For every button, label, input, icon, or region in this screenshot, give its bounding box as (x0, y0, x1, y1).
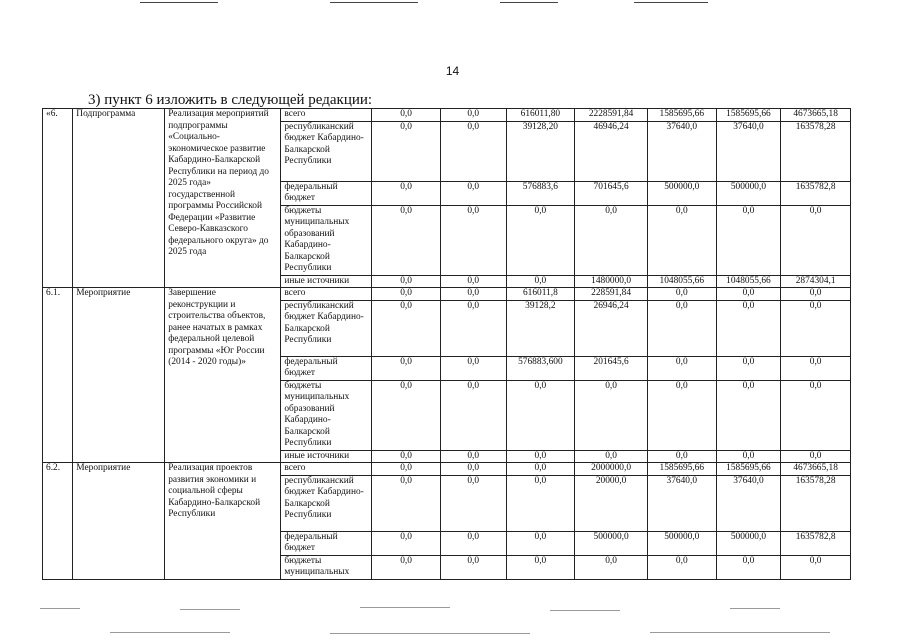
amount-cell: 0,0 (575, 380, 648, 450)
funding-source-cell: федеральный бюджет (281, 356, 372, 380)
amount-cell: 163578,28 (781, 475, 851, 531)
amount-cell: 0,0 (372, 356, 441, 380)
amount-cell: 37640,0 (716, 475, 781, 531)
amount-cell: 0,0 (372, 300, 441, 356)
funding-source-cell: бюджеты муниципальных (281, 555, 372, 579)
amount-cell: 1048055,66 (716, 275, 781, 288)
amount-cell: 500000,0 (647, 181, 716, 205)
amount-cell: 228591,84 (575, 288, 648, 301)
amount-cell: 0,0 (781, 450, 851, 463)
amount-cell: 4673665,18 (781, 463, 851, 476)
amount-cell: 37640,0 (716, 121, 781, 181)
amount-cell: 0,0 (647, 356, 716, 380)
row-number-cell: 6.1. (43, 288, 73, 463)
amount-cell: 0,0 (506, 475, 575, 531)
funding-source-cell: бюджеты муниципальных образований Кабардино-Балкарской Республики (281, 380, 372, 450)
amount-cell: 0,0 (372, 463, 441, 476)
amount-cell: 0,0 (372, 475, 441, 531)
amount-cell: 0,0 (372, 181, 441, 205)
amount-cell: 0,0 (372, 450, 441, 463)
amount-cell: 0,0 (372, 109, 441, 122)
top-rule-2 (330, 2, 418, 3)
amount-cell: 1585695,66 (647, 109, 716, 122)
amount-cell: 37640,0 (647, 475, 716, 531)
funding-source-cell: всего (281, 109, 372, 122)
top-rule-4 (634, 2, 708, 3)
amount-cell: 0,0 (647, 288, 716, 301)
budget-table (42, 108, 851, 580)
amount-cell: 26946,24 (575, 300, 648, 356)
amount-cell: 0,0 (647, 555, 716, 579)
funding-source-cell: федеральный бюджет (281, 181, 372, 205)
amount-cell: 0,0 (781, 205, 851, 275)
amount-cell: 0,0 (647, 205, 716, 275)
amount-cell: 0,0 (716, 380, 781, 450)
amount-cell: 163578,28 (781, 121, 851, 181)
amount-cell: 0,0 (372, 121, 441, 181)
amount-cell: 0,0 (647, 380, 716, 450)
amount-cell: 500000,0 (716, 531, 781, 555)
amount-cell: 2874304,1 (781, 275, 851, 288)
measure-name-cell: Реализация мероприятий подпрограммы «Социально-экономическое развитие Кабардино-Балкарской Республики на период до 2025 года» государственной программы Российской Федерации «Развитие Северо-Кавказского федерального округа» до 2025 года (165, 109, 281, 288)
row-number-cell: 6.2. (43, 463, 73, 580)
amount-cell: 0,0 (506, 275, 575, 288)
amount-cell: 0,0 (440, 121, 506, 181)
funding-source-cell: республиканский бюджет Кабардино-Балкарской Республики (281, 121, 372, 181)
amount-cell: 1635782,8 (781, 181, 851, 205)
amount-cell: 0,0 (372, 275, 441, 288)
top-rule-3 (500, 2, 558, 3)
amount-cell: 201645,6 (575, 356, 648, 380)
scan-noise (30, 606, 890, 636)
amount-cell: 576883,600 (506, 356, 575, 380)
amount-cell: 0,0 (716, 205, 781, 275)
amount-cell: 0,0 (575, 450, 648, 463)
amount-cell: 0,0 (440, 275, 506, 288)
amount-cell: 37640,0 (647, 121, 716, 181)
amount-cell: 0,0 (781, 356, 851, 380)
amount-cell: 0,0 (781, 380, 851, 450)
amount-cell: 0,0 (440, 288, 506, 301)
amount-cell: 0,0 (647, 300, 716, 356)
amount-cell: 0,0 (440, 181, 506, 205)
table-row (43, 109, 851, 122)
amount-cell: 2228591,84 (575, 109, 648, 122)
measure-name-cell: Завершение реконструкции и строительства объектов, ранее начатых в рамках федеральной целевой программы «Юг России (2014 - 2020 годы)» (165, 288, 281, 463)
row-type-cell: Подпрограмма (73, 109, 165, 288)
amount-cell: 0,0 (716, 450, 781, 463)
top-rule-1 (140, 2, 218, 3)
amount-cell: 0,0 (440, 109, 506, 122)
row-type-cell: Мероприятие (73, 288, 165, 463)
table-row (43, 288, 851, 301)
amount-cell: 0,0 (506, 380, 575, 450)
amount-cell: 0,0 (716, 356, 781, 380)
table-row (43, 463, 851, 476)
amount-cell: 1480000,0 (575, 275, 648, 288)
amount-cell: 0,0 (781, 555, 851, 579)
amount-cell: 4673665,18 (781, 109, 851, 122)
amount-cell: 0,0 (716, 288, 781, 301)
amount-cell: 0,0 (647, 450, 716, 463)
amount-cell: 576883,6 (506, 181, 575, 205)
amount-cell: 616011,8 (506, 288, 575, 301)
funding-source-cell: всего (281, 463, 372, 476)
amount-cell: 0,0 (372, 555, 441, 579)
amount-cell: 39128,2 (506, 300, 575, 356)
amount-cell: 0,0 (781, 288, 851, 301)
amount-cell: 500000,0 (716, 181, 781, 205)
amount-cell: 0,0 (506, 555, 575, 579)
amount-cell: 0,0 (506, 205, 575, 275)
funding-source-cell: федеральный бюджет (281, 531, 372, 555)
amendment-heading: 3) пункт 6 изложить в следующей редакции: (88, 92, 373, 108)
measure-name-cell: Реализация проектов развития экономики и социальной сферы Кабардино-Балкарской Республики (165, 463, 281, 580)
amount-cell: 500000,0 (575, 531, 648, 555)
page-number: 14 (445, 64, 460, 78)
amount-cell: 701645,6 (575, 181, 648, 205)
funding-source-cell: бюджеты муниципальных образований Кабардино-Балкарской Республики (281, 205, 372, 275)
amount-cell: 0,0 (372, 531, 441, 555)
amount-cell: 0,0 (372, 288, 441, 301)
amount-cell: 1585695,66 (716, 109, 781, 122)
amount-cell: 0,0 (440, 380, 506, 450)
amount-cell: 0,0 (440, 463, 506, 476)
amount-cell: 1635782,8 (781, 531, 851, 555)
amount-cell: 0,0 (716, 555, 781, 579)
funding-source-cell: иные источники (281, 450, 372, 463)
amount-cell: 0,0 (440, 300, 506, 356)
amount-cell: 616011,80 (506, 109, 575, 122)
funding-source-cell: всего (281, 288, 372, 301)
amount-cell: 0,0 (440, 475, 506, 531)
amount-cell: 0,0 (781, 300, 851, 356)
funding-source-cell: республиканский бюджет Кабардино-Балкарской Республики (281, 475, 372, 531)
amount-cell: 0,0 (716, 300, 781, 356)
amount-cell: 500000,0 (647, 531, 716, 555)
amount-cell: 1585695,66 (647, 463, 716, 476)
row-number-cell: «6. (43, 109, 73, 288)
amount-cell: 46946,24 (575, 121, 648, 181)
amount-cell: 0,0 (440, 205, 506, 275)
amount-cell: 39128,20 (506, 121, 575, 181)
amount-cell: 0,0 (440, 450, 506, 463)
amount-cell: 0,0 (506, 450, 575, 463)
amount-cell: 2000000,0 (575, 463, 648, 476)
funding-source-cell: иные источники (281, 275, 372, 288)
funding-source-cell: республиканский бюджет Кабардино-Балкарской Республики (281, 300, 372, 356)
amount-cell: 20000,0 (575, 475, 648, 531)
amount-cell: 1585695,66 (716, 463, 781, 476)
amount-cell: 0,0 (440, 356, 506, 380)
amount-cell: 0,0 (440, 555, 506, 579)
amount-cell: 0,0 (506, 463, 575, 476)
amount-cell: 1048055,66 (647, 275, 716, 288)
amount-cell: 0,0 (440, 531, 506, 555)
row-type-cell: Мероприятие (73, 463, 165, 580)
amount-cell: 0,0 (372, 205, 441, 275)
amount-cell: 0,0 (575, 555, 648, 579)
amount-cell: 0,0 (575, 205, 648, 275)
amount-cell: 0,0 (506, 531, 575, 555)
amount-cell: 0,0 (372, 380, 441, 450)
